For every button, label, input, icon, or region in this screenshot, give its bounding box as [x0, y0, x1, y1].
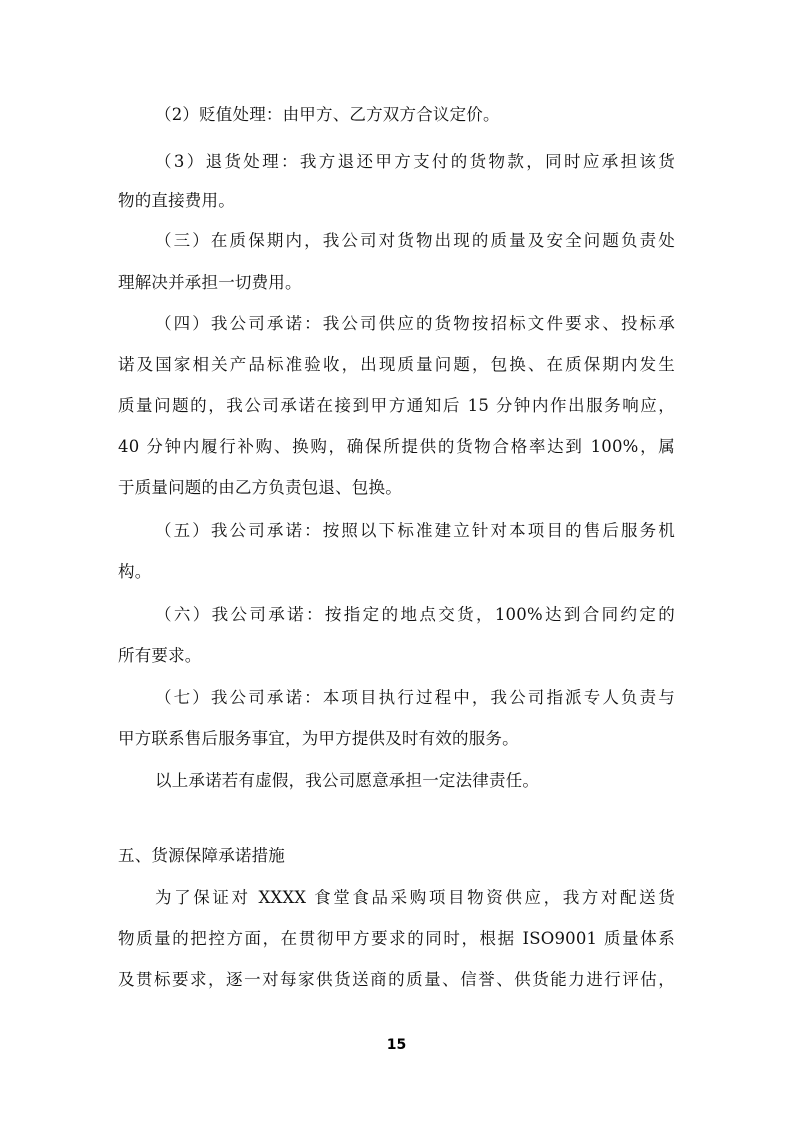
paragraph-line: 构。 [118, 562, 152, 581]
paragraph-line: 为了保证对 XXXX 食堂食品采购项目物资供应，我方对配送货 [155, 888, 675, 907]
paragraph-line: 40 分钟内履行补购、换购，确保所提供的货物合格率达到 100%，属 [118, 437, 675, 456]
page-number: 15 [386, 1037, 407, 1053]
section-heading: 五、货源保障承诺措施 [118, 846, 285, 865]
paragraph-line: 甲方联系售后服务事宜，为甲方提供及时有效的服务。 [118, 729, 519, 748]
paragraph-line: 物质量的把控方面，在贯彻甲方要求的同时，根据 ISO9001 质量体系 [118, 929, 675, 948]
paragraph-line: （五）我公司承诺：按照以下标准建立针对本项目的售后服务机 [155, 521, 675, 540]
paragraph-line: （七）我公司承诺：本项目执行过程中，我公司指派专人负责与 [155, 688, 675, 707]
paragraph-line: 诺及国家相关产品标准验收，出现质量问题，包换、在质保期内发生 [118, 355, 675, 374]
document-page [118, 0, 675, 1122]
paragraph-line: 物的直接费用。 [118, 191, 235, 210]
paragraph-line: 及贯标要求，逐一对每家供货送商的质量、信誉、供货能力进行评估， [118, 970, 675, 989]
paragraph-line: （2）贬值处理：由甲方、乙方双方合议定价。 [155, 105, 500, 124]
paragraph-line: 理解决并承担一切费用。 [118, 273, 302, 292]
paragraph-line: 于质量问题的由乙方负责包退、包换。 [118, 478, 402, 497]
paragraph-line: （四）我公司承诺：我公司供应的货物按招标文件要求、投标承 [155, 314, 675, 333]
paragraph-line: 以上承诺若有虚假，我公司愿意承担一定法律责任。 [155, 771, 540, 790]
paragraph-line: （3）退货处理：我方退还甲方支付的货物款，同时应承担该货 [155, 152, 675, 171]
paragraph-line: 所有要求。 [118, 646, 202, 665]
paragraph-line: （三）在质保期内，我公司对货物出现的质量及安全问题负责处 [155, 231, 675, 250]
paragraph-line: （六）我公司承诺：按指定的地点交货，100%达到合同约定的 [155, 605, 675, 624]
paragraph-line: 质量问题的，我公司承诺在接到甲方通知后 15 分钟内作出服务响应， [118, 396, 675, 415]
